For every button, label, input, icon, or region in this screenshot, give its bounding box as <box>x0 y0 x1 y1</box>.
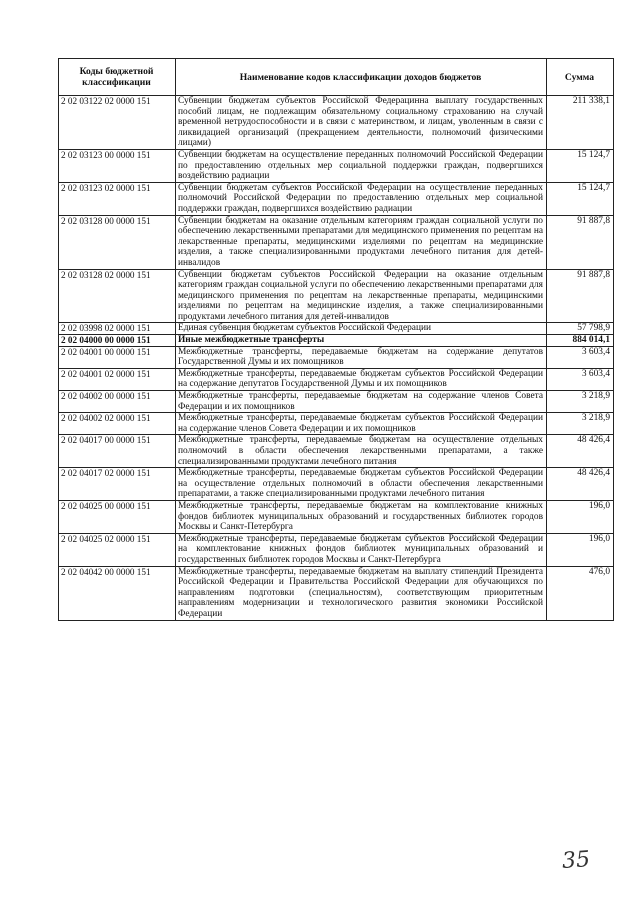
table-row <box>59 182 614 215</box>
table-row <box>59 96 614 150</box>
amount-cell: 884 014,1 <box>547 335 614 347</box>
table-row <box>59 435 614 468</box>
amount-cell: 48 426,4 <box>547 468 614 501</box>
code-cell: 2 02 04000 00 0000 151 <box>59 335 176 347</box>
amount-cell: 476,0 <box>547 566 614 620</box>
table-row <box>59 391 614 413</box>
table-row <box>59 500 614 533</box>
table-header-row <box>59 59 614 96</box>
code-cell: 2 02 03128 02 0000 151 <box>59 269 176 323</box>
table-body <box>59 96 614 621</box>
name-cell: Единая субвенция бюджетам субъектов Российской Федерации <box>176 323 547 335</box>
name-cell: Межбюджетные трансферты, передаваемые бюджетам на комплектование книжных фондов библиотек муниципальных образований и государственных библиотек городов Москвы и Санкт-Петербурга <box>176 500 547 533</box>
code-cell: 2 02 04025 02 0000 151 <box>59 533 176 566</box>
code-cell: 2 02 04025 00 0000 151 <box>59 500 176 533</box>
amount-cell: 48 426,4 <box>547 435 614 468</box>
table-row <box>59 368 614 390</box>
name-cell: Субвенции бюджетам на оказание отдельным категориям граждан социальной услуги по обеспечению лекарственными препаратами для медицинского применения по рецептам на лекарственные препараты, медицинскими изделиями по рецептам на медицинские изделия, а также специализированными продуктами лечебного питания для детей-инвалидов <box>176 215 547 269</box>
table-row <box>59 566 614 620</box>
code-cell: 2 02 03128 00 0000 151 <box>59 215 176 269</box>
code-cell: 2 02 03123 00 0000 151 <box>59 149 176 182</box>
name-cell: Межбюджетные трансферты, передаваемые бюджетам на осуществление отдельных полномочий в области обеспечения лекарственными препаратами, а также специализированными продуктами лечебного питания <box>176 435 547 468</box>
table-row <box>59 533 614 566</box>
amount-cell: 57 798,9 <box>547 323 614 335</box>
code-cell: 2 02 04001 02 0000 151 <box>59 368 176 390</box>
amount-cell: 211 338,1 <box>547 96 614 150</box>
header-codes: Коды бюджетной классификации <box>59 59 176 96</box>
name-cell: Иные межбюджетные трансферты <box>176 335 547 347</box>
code-cell: 2 02 03123 02 0000 151 <box>59 182 176 215</box>
amount-cell: 91 887,8 <box>547 215 614 269</box>
amount-cell: 3 218,9 <box>547 413 614 435</box>
name-cell: Межбюджетные трансферты, передаваемые бюджетам на содержание членов Совета Федерации и их помощников <box>176 391 547 413</box>
amount-cell: 196,0 <box>547 533 614 566</box>
code-cell: 2 02 03998 02 0000 151 <box>59 323 176 335</box>
name-cell: Субвенции бюджетам на осуществление переданных полномочий Российской Федерации по предоставлению отдельных мер социальной поддержки граждан, подвергшихся воздействию радиации <box>176 149 547 182</box>
name-cell: Межбюджетные трансферты, передаваемые бюджетам на содержание депутатов Государственной Думы и их помощников <box>176 346 547 368</box>
code-cell: 2 02 04017 00 0000 151 <box>59 435 176 468</box>
table-row <box>59 323 614 335</box>
table-row <box>59 468 614 501</box>
page-number: 35 <box>561 847 591 874</box>
amount-cell: 196,0 <box>547 500 614 533</box>
code-cell: 2 02 04042 00 0000 151 <box>59 566 176 620</box>
name-cell: Межбюджетные трансферты, передаваемые бюджетам субъектов Российской Федерации на осуществление отдельных полномочий в области обеспечения лекарственными препаратами, а также специализированными продуктами лечебного питания <box>176 468 547 501</box>
header-sum: Сумма <box>547 59 614 96</box>
amount-cell: 15 124,7 <box>547 182 614 215</box>
table-row <box>59 269 614 323</box>
amount-cell: 15 124,7 <box>547 149 614 182</box>
name-cell: Субвенции бюджетам субъектов Российской Федерации на осуществление переданных полномочий Российской Федерации по предоставлению отдельных мер социальной поддержки граждан, подвергшихся воздействию радиации <box>176 182 547 215</box>
table-row <box>59 149 614 182</box>
name-cell: Межбюджетные трансферты, передаваемые бюджетам субъектов Российской Федерации на содержание депутатов Государственной Думы и их помощников <box>176 368 547 390</box>
table-row <box>59 215 614 269</box>
table-row <box>59 335 614 347</box>
code-cell: 2 02 04017 02 0000 151 <box>59 468 176 501</box>
name-cell: Субвенции бюджетам субъектов Российской Федерацинна выплату государственных пособий лицам, не подлежащим обязательному социальному страхованию на случай временной нетрудоспособности и в связи с материнством, и лицам, уволенным в связи с ликвидацией организаций (прекращением деятельности, полномочий физическими лицами) <box>176 96 547 150</box>
amount-cell: 3 603,4 <box>547 346 614 368</box>
name-cell: Субвенции бюджетам субъектов Российской Федерации на оказание отдельным категориям граждан социальной услуги по обеспечению лекарственными препаратами для медицинского применения по рецептам на лекарственные препараты, медицинскими изделиями по рецептам на медицинские изделия, а также специализированными продуктами лечебного питания для детей-инвалидов <box>176 269 547 323</box>
amount-cell: 3 603,4 <box>547 368 614 390</box>
header-name: Наименование кодов классификации доходов бюджетов <box>176 59 547 96</box>
code-cell: 2 02 04002 00 0000 151 <box>59 391 176 413</box>
budget-revenue-table <box>58 58 614 621</box>
amount-cell: 91 887,8 <box>547 269 614 323</box>
name-cell: Межбюджетные трансферты, передаваемые бюджетам субъектов Российской Федерации на содержание членов Совета Федерации и их помощников <box>176 413 547 435</box>
table-row <box>59 413 614 435</box>
name-cell: Межбюджетные трансферты, передаваемые бюджетам на выплату стипендий Президента Российской Федерации и Правительства Российской Федерации для обучающихся по направлениям подготовки (специальностям), соответствующим приоритетным направлениям модернизации и технологического развития экономики Российской Федерации <box>176 566 547 620</box>
code-cell: 2 02 03122 02 0000 151 <box>59 96 176 150</box>
table-row <box>59 346 614 368</box>
code-cell: 2 02 04001 00 0000 151 <box>59 346 176 368</box>
name-cell: Межбюджетные трансферты, передаваемые бюджетам субъектов Российской Федерации на комплектование книжных фондов библиотек муниципальных образований и государственных библиотек городов Москвы и Санкт-Петербурга <box>176 533 547 566</box>
code-cell: 2 02 04002 02 0000 151 <box>59 413 176 435</box>
amount-cell: 3 218,9 <box>547 391 614 413</box>
